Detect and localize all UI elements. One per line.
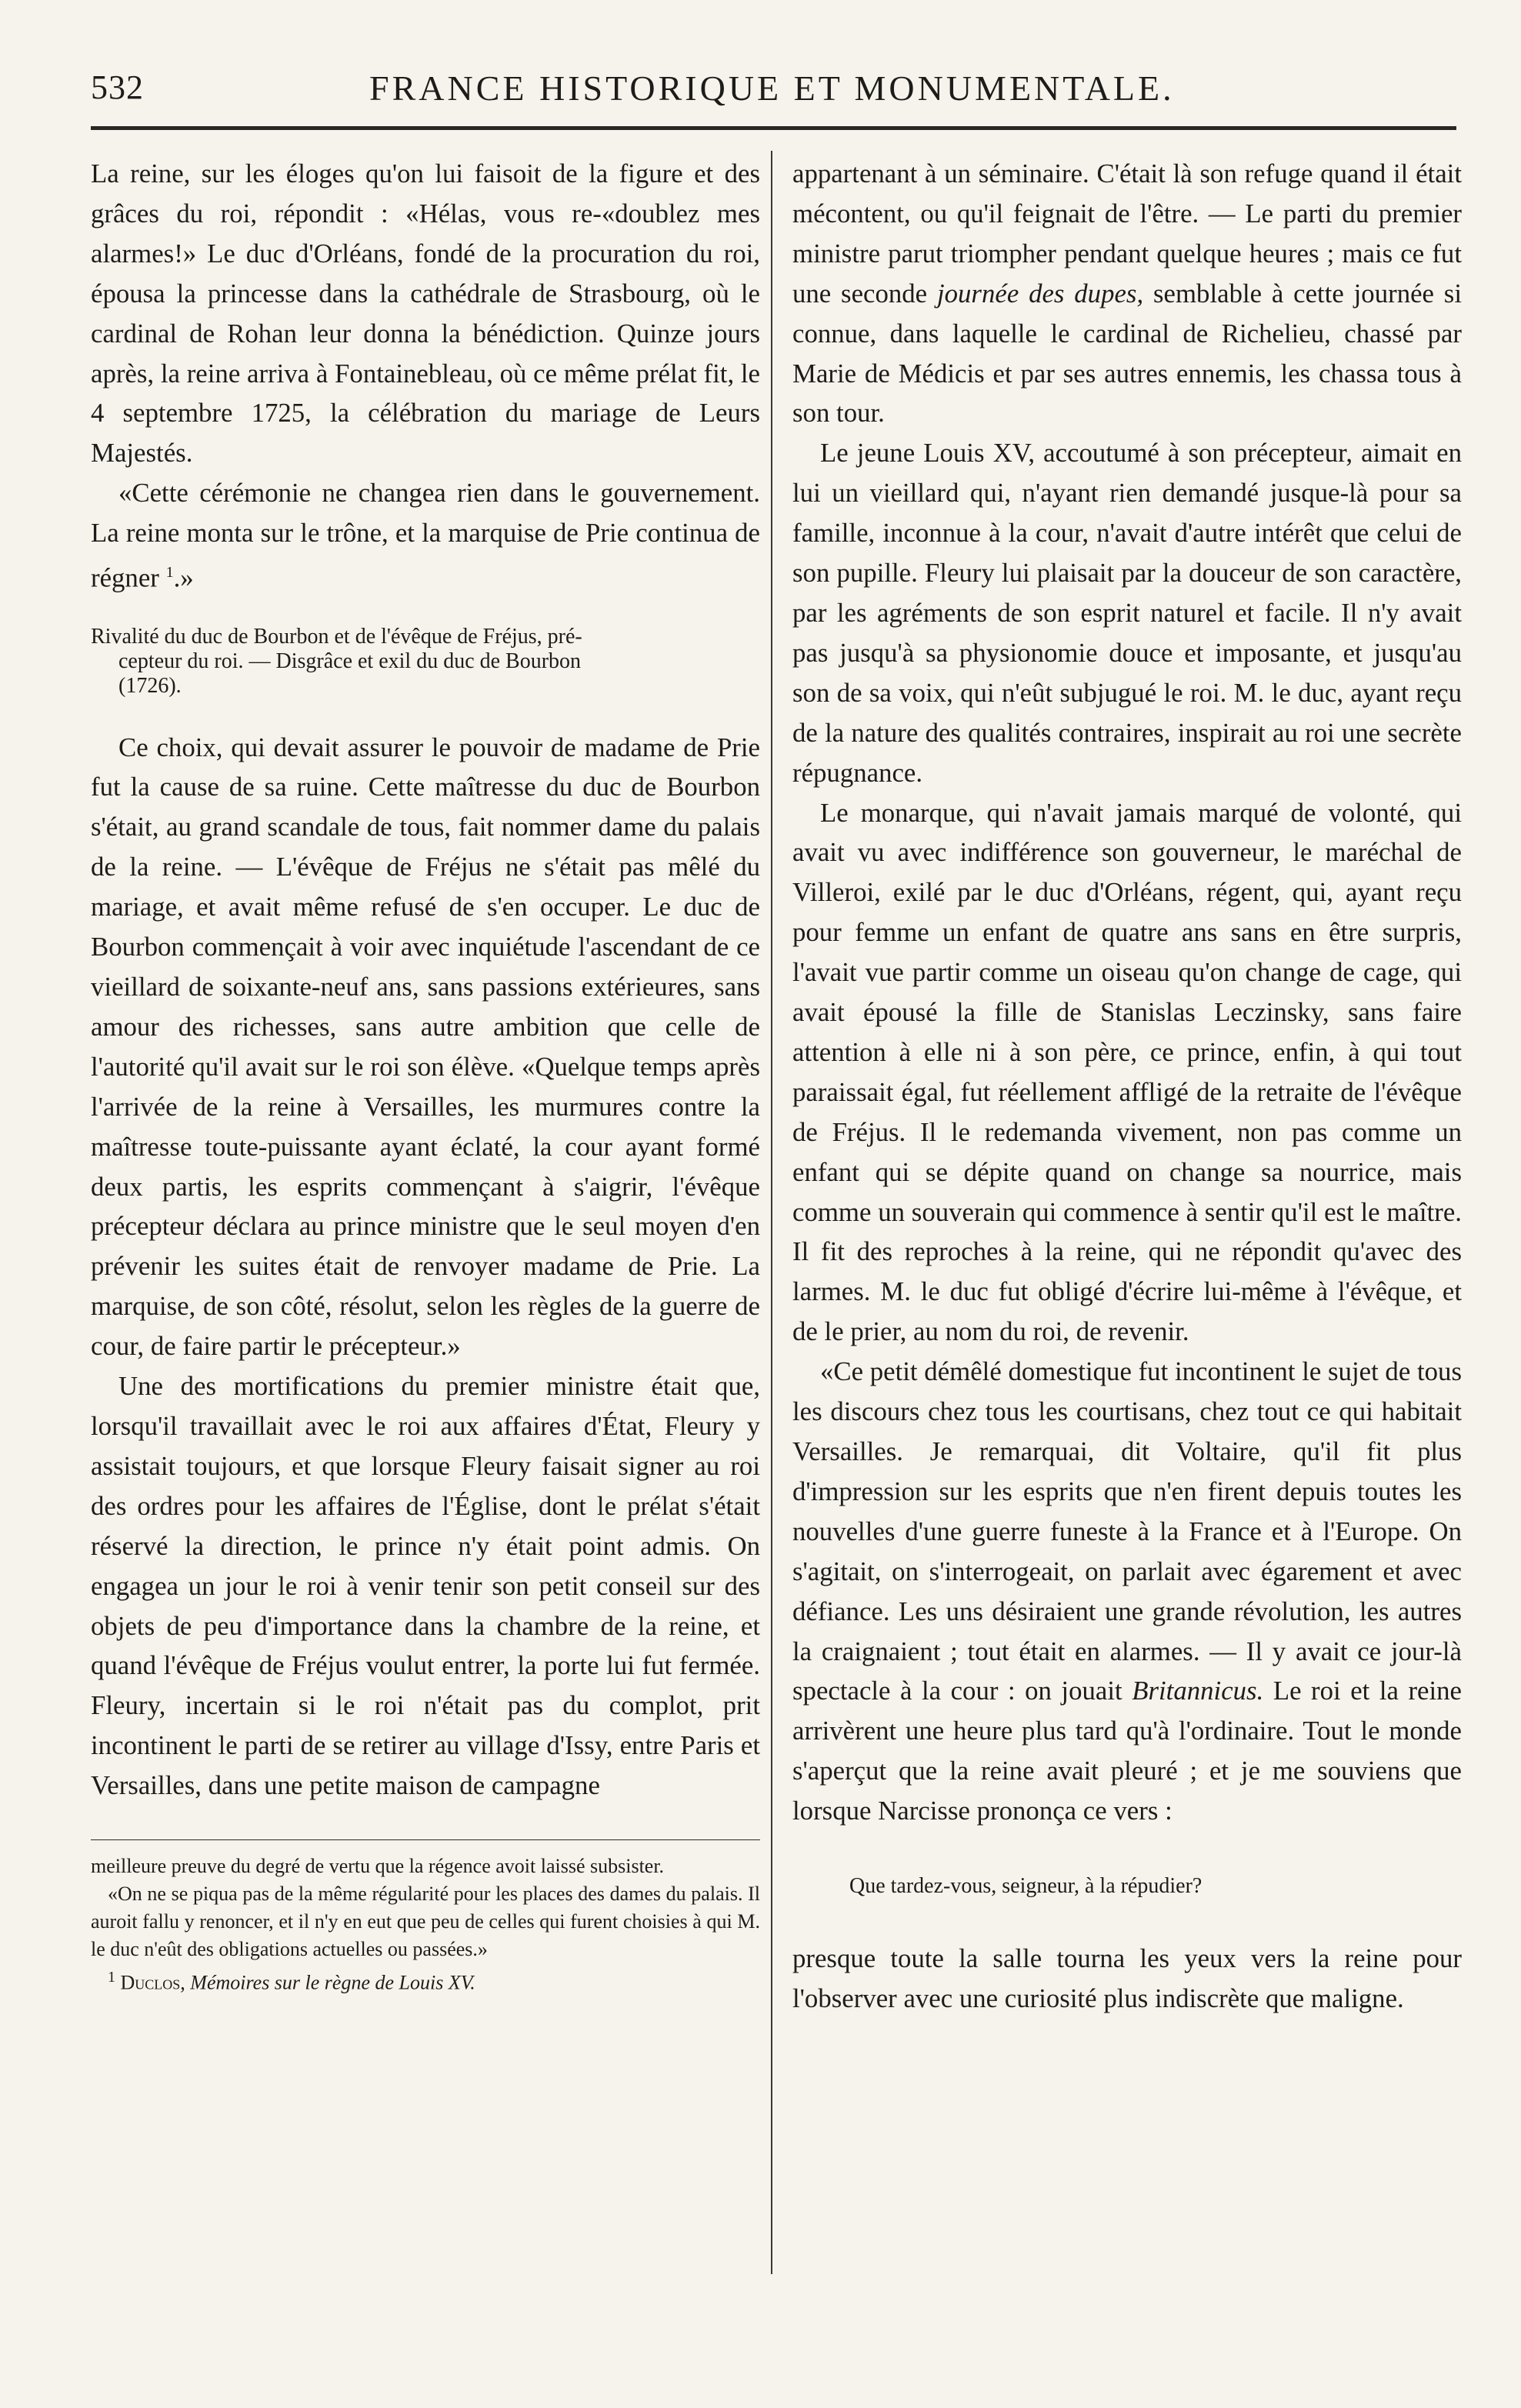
page-number: 532 xyxy=(91,68,144,106)
footnotes xyxy=(91,1853,760,1997)
verse-quote: Que tardez-vous, seigneur, à la répudier? xyxy=(849,1874,1202,1899)
footnote-quote: «On ne se piqua pas de la même régularité pour les places des dames du palais. Il auroit fallu y renoncer, et il n'y en eut que peu de celles qui furent choisies à qui M. le duc n'eût des obligations actuelles ou passées.» xyxy=(91,1883,760,1961)
footnote-author: Duclos, xyxy=(120,1971,185,1994)
right-paragraph-1-emphasis: journée des dupes, xyxy=(936,278,1144,309)
right-paragraph-1-text: appartenant à un séminaire. C'était là son refuge quand il était mécontent, ou qu'il feignait de l'être. — Le parti du premier ministre parut triompher pendant quelque heures ; mais ce fut une seconde xyxy=(792,158,1462,309)
right-paragraph-4-end: Le roi et la reine arrivèrent une heure plus tard qu'à l'ordinaire. Tout le monde s'aperçut que la reine avait pleuré ; et je me souviens que lorsque Narcisse prononça ce vers : xyxy=(792,1676,1462,1826)
section-summary-line-1: Rivalité du duc de Bourbon et de l'évêque de Fréjus, pré- xyxy=(91,624,582,649)
right-paragraph-3: Le monarque, qui n'avait jamais marqué de volonté, qui avait vu avec indifférence son gouverneur, le maréchal de Villeroi, exilé par le duc d'Orléans, régent, qui, ayant reçu pour femme un enfant de quatre ans sans en être surpris, l'avait vue partir comme un oiseau qu'on change de cage, qui avait épousé la fille de Stanislas Leczinsky, sans faire attention à elle ni à son père, ce prince, enfin, à qui tout paraissait égal, fut réellement affligé de la retraite de l'évêque de Fréjus. Il le redemanda vivement, non pas comme un enfant qui se dépite quand on change sa nourrice, mais comme un souverain qui commence à sentir qu'il est le maître. Il fit des reproches à la reine, qui ne répondit qu'avec des larmes. M. le duc fut obligé d'écrire lui-même à l'évêque, et de le prier, au nom du roi, de revenir. xyxy=(792,797,1462,1347)
footnote-title: Mémoires sur le règne de Louis XV. xyxy=(190,1971,475,1994)
right-paragraph-4 xyxy=(792,1352,1462,1831)
right-paragraph-5: presque toute la salle tourna les yeux vers la reine pour l'observer avec une curiosité plus indiscrète que maligne. xyxy=(792,1943,1462,2013)
footnote-citation xyxy=(91,1963,760,1997)
section-summary-line-3: (1726). xyxy=(118,673,182,698)
left-paragraph-1: La reine, sur les éloges qu'on lui faisoit de la figure et des grâces du roi, répondit : «Hélas, vous re-«doublez mes alarmes!» Le duc d'Orléans, fondé de la procuration du roi, épousa la princesse dans la cathédrale de Strasbourg, où le cardinal de Rohan leur donna la bénédiction. Quinze jours après, la reine arriva à Fontainebleau, où ce même prélat fit, le 4 septembre 1725, la célébration du mariage de Leurs Majestés. xyxy=(91,158,760,469)
right-paragraph-4-text: «Ce petit démêlé domestique fut incontinent le sujet de tous les discours chez tous les courtisans, chez tout ce qui habitait Versailles. Je remarquai, dit Voltaire, qu'il fit plus d'impression sur les esprits que n'en firent depuis toutes les nouvelles d'une guerre funeste à la France et à l'Europe. On s'agitait, on s'interrogeait, on parlait avec égarement et avec défiance. Les uns désiraient une grande révolution, les autres la craignaient ; tout était en alarmes. — Il y avait ce jour-là spectacle à la cour : on jouait xyxy=(792,1356,1462,1706)
left-paragraph-4: Une des mortifications du premier ministre était que, lorsqu'il travaillait avec le roi aux affaires d'État, Fleury y assistait toujours, et que lorsque Fleury faisait signer au roi des ordres pour les affaires de l'Église, dont le prélat s'était réservé la direction, le prince n'y était point admis. On engagea un jour le roi à venir tenir son petit conseil sur des objets de peu d'importance dans la chambre de la reine, et quand l'évêque de Fréjus voulut entrer, la porte lui fut fermée. Fleury, incertain si le roi n'était pas du complot, prit incontinent le parti de se retirer au village d'Issy, entre Paris et Versailles, dans une petite maison de campagne xyxy=(91,1371,760,1801)
section-summary-line-2: cepteur du roi. — Disgrâce et exil du duc de Bourbon xyxy=(118,649,582,673)
header-rule xyxy=(91,126,1456,130)
running-title: FRANCE HISTORIQUE ET MONUMENTALE. xyxy=(369,68,1175,108)
left-paragraph-2 xyxy=(91,473,760,598)
left-paragraph-2-text: «Cette cérémonie ne changea rien dans le gouvernement. La reine monta sur le trône, et la marquise de Prie continua de régner xyxy=(91,478,760,593)
column-divider xyxy=(771,151,772,2274)
right-column xyxy=(792,154,1462,2019)
right-paragraph-4-emphasis: Britannicus. xyxy=(1132,1676,1264,1706)
left-paragraph-3: Ce choix, qui devait assurer le pouvoir de madame de Prie fut la cause de sa ruine. Cette maîtresse du duc de Bourbon s'était, au grand scandale de tous, fait nommer dame du palais de la reine. — L'évêque de Fréjus ne s'était pas mêlé du mariage, et avait même refusé de s'en occuper. Le duc de Bourbon commençait à voir avec inquiétude l'ascendant de ce vieillard de soixante-neuf ans, sans passions extérieures, sans amour des richesses, sans autre ambition que celle de l'autorité qu'il avait sur le roi son élève. «Quelque temps après l'arrivée de la reine à Versailles, les murmures contre la maîtresse toute-puissante ayant éclaté, la cour ayant formé deux partis, les esprits commençant à s'aigrir, l'évêque précepteur déclara au prince ministre que le seul moyen d'en prévenir les suites était de renvoyer madame de Prie. La marquise, de son côté, résolut, selon les règles de la guerre de cour, de faire partir le précepteur.» xyxy=(91,732,760,1362)
footnote-ref: 1 xyxy=(165,564,174,582)
section-summary xyxy=(91,625,760,699)
right-paragraph-1-end: semblable à cette journée si connue, dans laquelle le cardinal de Richelieu, chassé par Marie de Médicis et par ses autres ennemis, les chassa tous à son tour. xyxy=(792,278,1463,429)
right-paragraph-2: Le jeune Louis XV, accoutumé à son précepteur, aimait en lui un vieillard qui, n'ayant rien demandé jusque-là pour sa famille, inconnue à la cour, n'avait d'autre intérêt que celui de son pupille. Fleury lui plaisait par la douceur de son caractère, par les agréments de son esprit naturel et facile. Il n'y avait pas jusqu'à sa physionomie douce et imposante, et jusqu'au son de sa voix, qui n'eût subjugué le roi. M. le duc, ayant reçu de la nature des qualités contraires, inspirait au roi une secrète répugnance. xyxy=(792,438,1462,788)
left-paragraph-2-end: .» xyxy=(173,562,194,593)
left-column xyxy=(91,154,760,1997)
footnote-continuation: meilleure preuve du degré de vertu que la régence avoit laissé subsister. xyxy=(91,1855,665,1878)
footnote-rule xyxy=(91,1839,760,1840)
right-paragraph-1 xyxy=(792,154,1462,433)
footnote-number: 1 xyxy=(108,1969,115,1986)
